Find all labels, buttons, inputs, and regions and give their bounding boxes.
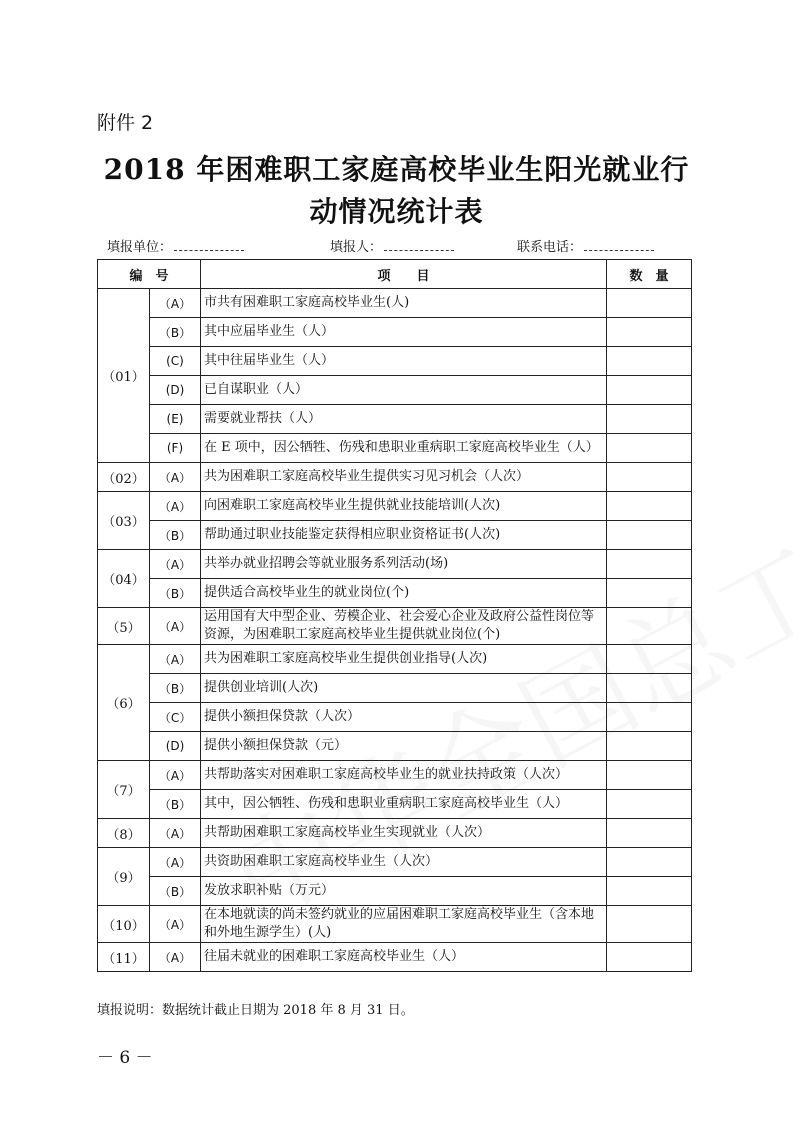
table-row xyxy=(98,289,692,318)
table-body xyxy=(98,289,692,972)
table-row xyxy=(98,848,692,877)
group-code: （6） xyxy=(98,645,150,761)
sub-code: （B） xyxy=(150,318,201,347)
table-row xyxy=(98,434,692,463)
table-row xyxy=(98,550,692,579)
quantity-cell[interactable] xyxy=(607,608,692,645)
sub-code: （C） xyxy=(150,703,201,732)
attachment-label: 附件 2 xyxy=(97,112,154,134)
item-text: 往届未就业的困难职工家庭高校毕业生（人） xyxy=(201,943,607,972)
sub-code: （B） xyxy=(150,521,201,550)
quantity-cell[interactable] xyxy=(607,405,692,434)
table-row xyxy=(98,761,692,790)
quantity-cell[interactable] xyxy=(607,761,692,790)
item-text: 其中往届毕业生（人） xyxy=(201,347,607,376)
item-text: 在 E 项中，因公牺牲、伤残和患职业重病职工家庭高校毕业生（人） xyxy=(201,434,607,463)
sub-code: （A） xyxy=(150,463,201,492)
header-item: 项 目 xyxy=(201,260,607,289)
sub-code: （A） xyxy=(150,289,201,318)
group-code: （10） xyxy=(98,906,150,943)
quantity-cell[interactable] xyxy=(607,645,692,674)
group-code: （5） xyxy=(98,608,150,645)
group-code: （03） xyxy=(98,492,150,550)
group-code: （02） xyxy=(98,463,150,492)
document-title-line1: 2018 年困难职工家庭高校毕业生阳光就业行 xyxy=(103,153,690,186)
item-text: 共举办就业招聘会等就业服务系列活动(场) xyxy=(201,550,607,579)
page-number: － 6 － xyxy=(97,1048,153,1068)
quantity-cell[interactable] xyxy=(607,492,692,521)
document-title-line2: 动情况统计表 xyxy=(309,195,484,228)
sub-code: (D) xyxy=(150,732,201,761)
quantity-cell[interactable] xyxy=(607,579,692,608)
table-row xyxy=(98,492,692,521)
sub-code: （A） xyxy=(150,645,201,674)
item-text: 共为困难职工家庭高校毕业生提供实习见习机会（人次） xyxy=(201,463,607,492)
sub-code: （A） xyxy=(150,761,201,790)
quantity-cell[interactable] xyxy=(607,819,692,848)
table-row xyxy=(98,318,692,347)
sub-code: (F) xyxy=(150,434,201,463)
item-text: 其中，因公牺牲、伤残和患职业重病职工家庭高校毕业生（人） xyxy=(201,790,607,819)
item-text: 帮助通过职业技能鉴定获得相应职业资格证书(人次) xyxy=(201,521,607,550)
table-row xyxy=(98,347,692,376)
quantity-cell[interactable] xyxy=(607,289,692,318)
sub-code: （B） xyxy=(150,579,201,608)
item-text: 提供小额担保贷款（人次） xyxy=(201,703,607,732)
quantity-cell[interactable] xyxy=(607,347,692,376)
item-text: 已自谋职业（人） xyxy=(201,376,607,405)
table-row xyxy=(98,877,692,906)
sub-code: （A） xyxy=(150,550,201,579)
item-text: 提供创业培训(人次) xyxy=(201,674,607,703)
statistics-table xyxy=(97,259,692,972)
table-row xyxy=(98,463,692,492)
table-row xyxy=(98,790,692,819)
table-row xyxy=(98,819,692,848)
sub-code: （B） xyxy=(150,790,201,819)
sub-code: （A） xyxy=(150,943,201,972)
item-text: 共帮助落实对困难职工家庭高校毕业生的就业扶持政策（人次） xyxy=(201,761,607,790)
quantity-cell[interactable] xyxy=(607,674,692,703)
sub-code: （A） xyxy=(150,848,201,877)
table-row xyxy=(98,579,692,608)
sub-code: (D) xyxy=(150,376,201,405)
table-header-row xyxy=(98,260,692,289)
fill-field-unit: 填报单位： xyxy=(107,236,244,255)
quantity-cell[interactable] xyxy=(607,790,692,819)
group-code: （01） xyxy=(98,289,150,463)
quantity-cell[interactable] xyxy=(607,906,692,943)
item-text: 发放求职补贴（万元） xyxy=(201,877,607,906)
header-qty: 数 量 xyxy=(607,260,692,289)
group-code: （04） xyxy=(98,550,150,608)
item-text: 提供适合高校毕业生的就业岗位(个) xyxy=(201,579,607,608)
sub-code: （A） xyxy=(150,819,201,848)
item-text: 提供小额担保贷款（元） xyxy=(201,732,607,761)
quantity-cell[interactable] xyxy=(607,550,692,579)
table-row xyxy=(98,645,692,674)
item-text: 共资助困难职工家庭高校毕业生（人次） xyxy=(201,848,607,877)
item-text: 运用国有大中型企业、劳模企业、社会爱心企业及政府公益性岗位等资源，为困难职工家庭高校毕业生提供就业岗位(个) xyxy=(201,608,607,645)
group-code: （7） xyxy=(98,761,150,819)
group-code: （11） xyxy=(98,943,150,972)
header-code: 编 号 xyxy=(98,260,201,289)
table-row xyxy=(98,674,692,703)
sub-code: （A） xyxy=(150,608,201,645)
item-text: 向困难职工家庭高校毕业生提供就业技能培训(人次) xyxy=(201,492,607,521)
table-row xyxy=(98,732,692,761)
sub-code: （A） xyxy=(150,492,201,521)
table-row xyxy=(98,608,692,645)
sub-code: （B） xyxy=(150,877,201,906)
table-row xyxy=(98,703,692,732)
fill-field-phone: 联系电话： xyxy=(517,236,654,255)
item-text: 共帮助困难职工家庭高校毕业生实现就业（人次） xyxy=(201,819,607,848)
group-code: （9） xyxy=(98,848,150,906)
sub-code: （B） xyxy=(150,674,201,703)
quantity-cell[interactable] xyxy=(607,376,692,405)
table-row xyxy=(98,405,692,434)
quantity-cell[interactable] xyxy=(607,848,692,877)
fill-field-person: 填报人： xyxy=(330,236,454,255)
item-text: 其中应届毕业生（人） xyxy=(201,318,607,347)
quantity-cell[interactable] xyxy=(607,877,692,906)
table-row xyxy=(98,521,692,550)
item-text: 在本地就读的尚未签约就业的应届困难职工家庭高校毕业生（含本地和外地生源学生）(人) xyxy=(201,906,607,943)
quantity-cell[interactable] xyxy=(607,521,692,550)
item-text: 需要就业帮扶（人） xyxy=(201,405,607,434)
quantity-cell[interactable] xyxy=(607,943,692,972)
item-text: 共为困难职工家庭高校毕业生提供创业指导(人次) xyxy=(201,645,607,674)
group-code: （8） xyxy=(98,819,150,848)
quantity-cell[interactable] xyxy=(607,703,692,732)
quantity-cell[interactable] xyxy=(607,463,692,492)
table-row xyxy=(98,906,692,943)
quantity-cell[interactable] xyxy=(607,434,692,463)
quantity-cell[interactable] xyxy=(607,732,692,761)
item-text: 市共有困难职工家庭高校毕业生(人) xyxy=(201,289,607,318)
fill-in-row xyxy=(97,236,691,256)
sub-code: （A） xyxy=(150,906,201,943)
sub-code: (E) xyxy=(150,405,201,434)
table-row xyxy=(98,376,692,405)
fill-note: 填报说明：数据统计截止日期为 2018 年 8 月 31 日。 xyxy=(97,1003,414,1018)
table-row xyxy=(98,943,692,972)
sub-code: (C) xyxy=(150,347,201,376)
quantity-cell[interactable] xyxy=(607,318,692,347)
